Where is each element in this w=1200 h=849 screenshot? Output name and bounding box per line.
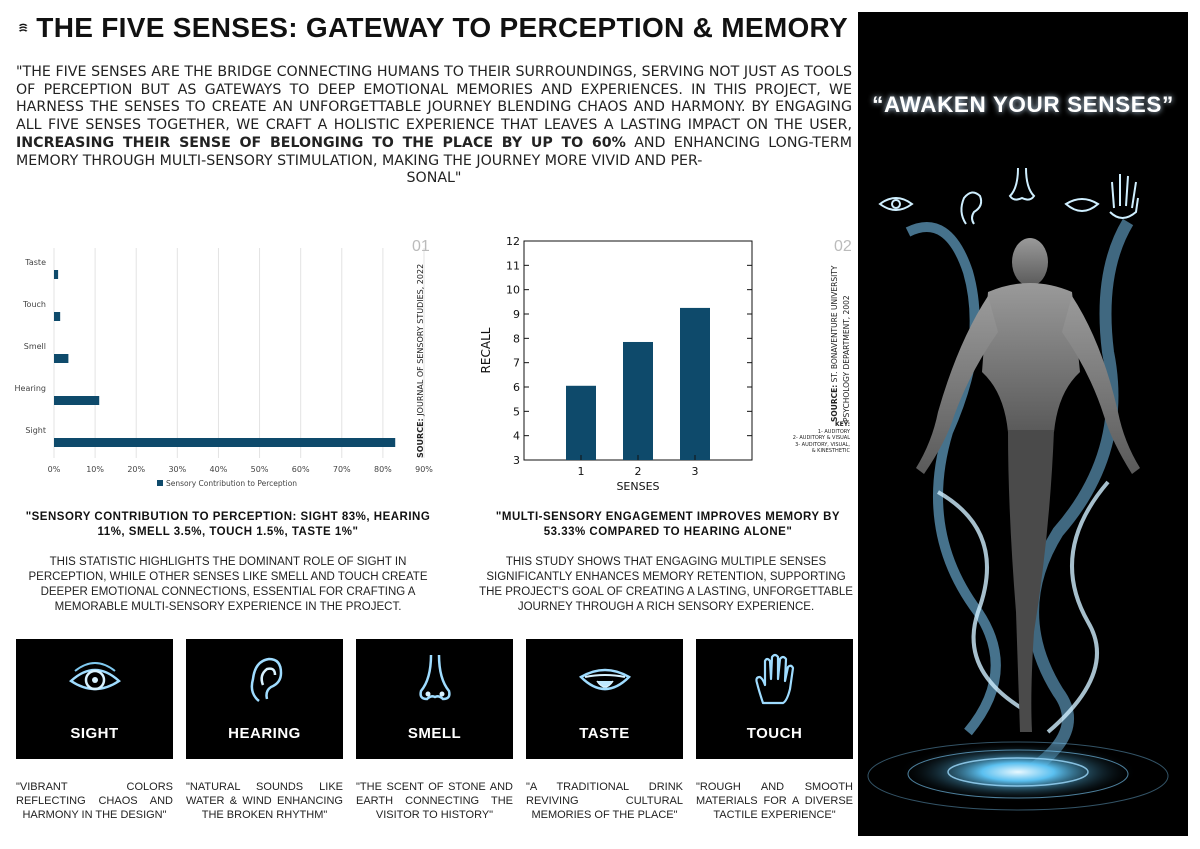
sense-desc-taste: "A TRADITIONAL DRINK REVIVING CULTURAL MEMORIES OF THE PLACE" — [526, 781, 683, 821]
chart1-x-tick: 60% — [291, 465, 310, 474]
sense-desc-smell: "THE SCENT OF STONE AND EARTH CONNECTING THE VISITOR TO HISTORY" — [356, 781, 513, 821]
chart2-y-tick: 9 — [513, 308, 520, 321]
sense-card-sight — [16, 639, 173, 759]
chart1-x-tick: 50% — [250, 465, 269, 474]
chart2-y-tick: 7 — [513, 356, 520, 370]
chart1-x-tick: 20% — [127, 465, 146, 474]
chart1-category-label: Smell — [23, 342, 46, 351]
sense-label: TASTE — [579, 725, 630, 742]
chart1-bar — [54, 270, 58, 279]
chart2-bar — [680, 308, 710, 460]
chart2-source: SOURCE: ST. BONAVENTURE UNIVERSITY — [830, 265, 839, 422]
chart1-category-label: Sight — [25, 426, 46, 435]
chart2-y-tick: 6 — [513, 381, 520, 394]
chart1-number: 01 — [412, 238, 430, 255]
chart1-category-label: Touch — [23, 300, 46, 309]
sense-label: SIGHT — [70, 725, 119, 742]
sense-desc-touch: "ROUGH AND SMOOTH MATERIALS FOR A DIVERSE TACTILE EXPERIENCE" — [696, 781, 853, 821]
floating-eye-icon — [880, 198, 912, 210]
sense-card-taste — [526, 639, 683, 759]
chart1-x-tick: 30% — [168, 465, 187, 474]
chart1-legend-swatch — [157, 480, 163, 486]
stat-right-body: THIS STUDY SHOWS THAT ENGAGING MULTIPLE SENSES SIGNIFICANTLY ENHANCES MEMORY RETENTION, SUPPORTING THE PROJECT'S GOAL OF CREATING A LASTING, UNFORGETTABLE JOURNEY THROUGH A RICH SENSORY EXPERIENCE. — [479, 556, 853, 613]
chart2-y-tick: 8 — [513, 332, 520, 346]
chart2-y-tick: 11 — [506, 259, 520, 273]
chart2-y-tick: 4 — [513, 429, 520, 443]
floating-ear-icon — [961, 192, 981, 224]
chart1-x-tick: 10% — [86, 465, 105, 474]
page-header — [18, 8, 848, 48]
intro-text-1: "THE FIVE SENSES ARE THE BRIDGE CONNECTING HUMANS TO THEIR SURROUNDINGS, SERVING NOT JUST AS TOOLS OF PERCEPTION BUT AS GATEWAYS TO DEEP EMOTIONAL MEMORIES AND EXPERIENCES. IN THIS PROJECT, WE HARNESS THE SENSES TO CREATE AN UNFORGETTABLE JOURNEY BLENDING CHAOS AND HARMONY. BY ENGAGING ALL FIVE SENSES TOGETHER, WE CRAFT A HOLISTIC EXPERIENCE THAT LEAVES A LASTING IMPACT ON THE USER, — [16, 64, 852, 134]
ear-icon — [235, 649, 295, 709]
chart1-source: SOURCE: JOURNAL OF SENSORY STUDIES, 2022 — [416, 263, 425, 458]
chart1-category-label: Taste — [25, 258, 46, 267]
nose-icon — [405, 649, 465, 709]
chart1-x-tick: 80% — [373, 465, 392, 474]
sense-label: HEARING — [228, 725, 301, 742]
mouth-icon — [575, 649, 635, 709]
memory-recall-chart — [476, 232, 840, 496]
chart2-y-axis-label: RECALL — [479, 327, 493, 374]
intro-paragraph — [16, 64, 852, 188]
brand-logo-icon — [18, 15, 28, 41]
eye-icon — [65, 649, 125, 709]
floating-mouth-icon — [1066, 199, 1098, 211]
chart1-category-label: Hearing — [14, 384, 46, 393]
poster-panel — [858, 12, 1188, 836]
chart1-x-tick: 0% — [47, 465, 61, 474]
poster-illustration — [858, 12, 1188, 836]
intro-highlight: INCREASING THEIR SENSE OF BELONGING TO THE PLACE BY UP TO 60% — [16, 134, 626, 151]
chart1-bar — [54, 438, 395, 447]
sense-label: SMELL — [407, 725, 462, 742]
floating-hand-icon — [1110, 174, 1138, 218]
chart2-y-tick: 10 — [506, 283, 520, 297]
chart1-x-tick: 40% — [209, 465, 228, 474]
intro-text-3: SONAL" — [406, 170, 462, 187]
chart1-x-tick: 90% — [415, 465, 433, 474]
chart1-bar — [54, 354, 68, 363]
intro-text-2: AND ENHANCING LONG-TERM MEMORY THROUGH MULTI-SENSORY STIMULATION, MAKING THE JOURNEY MORE VIVID AND PER- — [16, 134, 852, 169]
stat-left-body: THIS STATISTIC HIGHLIGHTS THE DOMINANT ROLE OF SIGHT IN PERCEPTION, WHILE OTHER SENSES LIKE SMELL AND TOUCH CREATE DEEPER EMOTIONAL CONNECTIONS, ESSENTIAL FOR CRAFTING A MEMORABLE MULTI-SENSORY EXPERIENCE IN THE PROJECT. — [28, 556, 428, 613]
chart2-y-tick: 5 — [513, 405, 520, 419]
chart2-source-line2: PSYCHOLOGY DEPARTMENT, 2002 — [842, 295, 851, 422]
chart2-y-tick: 12 — [506, 235, 520, 248]
chart1-bar — [54, 396, 99, 405]
chart1-x-tick: 70% — [332, 465, 351, 474]
sense-label: TOUCH — [746, 725, 803, 742]
chart2-bar — [623, 342, 653, 460]
chart1-legend-label: Sensory Contribution to Perception — [166, 479, 298, 488]
chart2-x-tick: 2 — [634, 465, 642, 478]
chart2-x-tick: 1 — [577, 465, 585, 478]
floating-nose-icon — [1010, 168, 1034, 200]
sense-card-touch — [696, 639, 853, 759]
sense-card-smell — [356, 639, 513, 759]
stat-right-title: "MULTI-SENSORY ENGAGEMENT IMPROVES MEMORY BY 53.33% COMPARED TO HEARING ALONE" — [495, 511, 841, 538]
stat-left-title: "SENSORY CONTRIBUTION TO PERCEPTION: SIGHT 83%, HEARING 11%, SMELL 3.5%, TOUCH 1.5%, TASTE 1%" — [25, 511, 431, 538]
page-title: THE FIVE SENSES: GATEWAY TO PERCEPTION & MEMORY — [36, 12, 848, 43]
sense-desc-sight: "VIBRANT COLORS REFLECTING CHAOS AND HARMONY IN THE DESIGN" — [16, 781, 173, 821]
sense-card-hearing — [186, 639, 343, 759]
chart2-y-tick: 3 — [513, 454, 520, 467]
chart2-x-axis-label: SENSES — [616, 480, 660, 493]
sense-desc-hearing: "NATURAL SOUNDS LIKE WATER & WIND ENHANCING THE BROKEN RHYTHM" — [186, 781, 343, 821]
sensory-contribution-chart — [14, 236, 434, 496]
chart2-key: KEY: 1- AUDITORY 2- AUDITORY & VISUAL 3- AUDITORY, VISUAL, & KINESTHETIC — [792, 421, 850, 454]
poster-slogan: “AWAKEN YOUR SENSES” — [872, 92, 1174, 117]
chart2-x-tick: 3 — [691, 465, 699, 478]
chart1-bar — [54, 312, 60, 321]
chart2-bar — [566, 386, 596, 460]
hand-icon — [745, 649, 805, 709]
chart2-number: 02 — [834, 238, 852, 255]
